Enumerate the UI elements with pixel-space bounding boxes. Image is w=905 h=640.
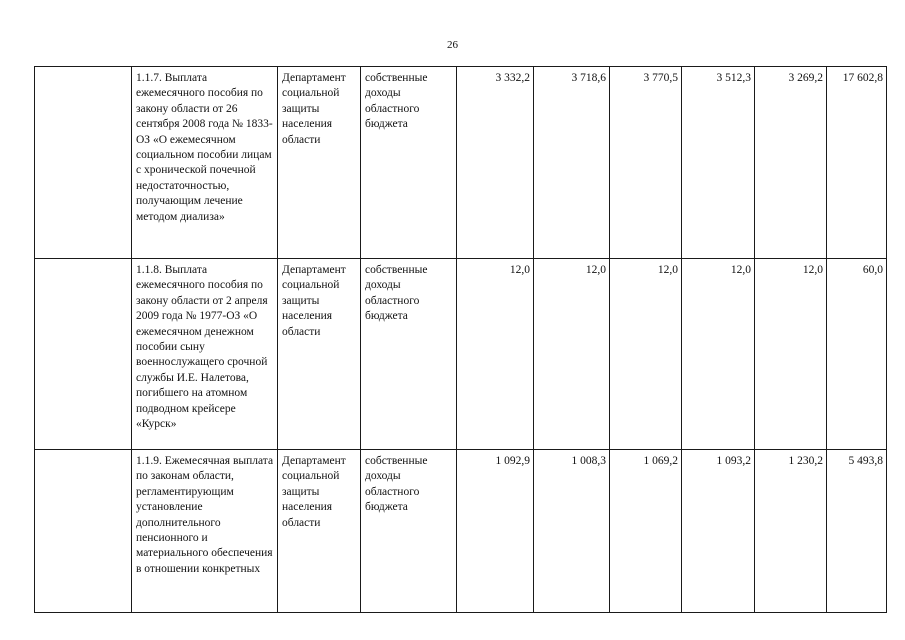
amount-cell: 1 069,2	[610, 450, 682, 613]
lead-cell	[35, 450, 132, 613]
lead-cell	[35, 259, 132, 450]
lead-cell	[35, 67, 132, 259]
amount-cell: 3 718,6	[534, 67, 610, 259]
amount-cell: 12,0	[534, 259, 610, 450]
funding-source-cell: собственные доходы областного бюджета	[361, 67, 457, 259]
amount-cell: 1 092,9	[457, 450, 534, 613]
amount-cell: 3 269,2	[755, 67, 827, 259]
total-cell: 5 493,8	[827, 450, 887, 613]
department-cell: Департамент социальной защиты населения области	[278, 67, 361, 259]
department-cell: Департамент социальной защиты населения области	[278, 450, 361, 613]
description-cell: 1.1.7. Выплата ежемесячного пособия по закону области от 26 сентября 2008 года № 1833-ОЗ «О ежемесячном социальном пособии лицам с хронической почечной недостаточностью, получающим лечение методом диализа»	[132, 67, 278, 259]
table-row	[35, 259, 887, 450]
department-cell: Департамент социальной защиты населения области	[278, 259, 361, 450]
amount-cell: 3 512,3	[682, 67, 755, 259]
amount-cell: 1 230,2	[755, 450, 827, 613]
funding-source-cell: собственные доходы областного бюджета	[361, 259, 457, 450]
amount-cell: 12,0	[610, 259, 682, 450]
amount-cell: 1 093,2	[682, 450, 755, 613]
description-cell: 1.1.8. Выплата ежемесячного пособия по закону области от 2 апреля 2009 года № 1977-ОЗ «О ежемесячном денежном пособии сыну военнослужащего срочной службы И.Е. Налетова, погибшего на атомном подводном крейсере «Курск»	[132, 259, 278, 450]
funding-source-cell: собственные доходы областного бюджета	[361, 450, 457, 613]
total-cell: 60,0	[827, 259, 887, 450]
amount-cell: 3 770,5	[610, 67, 682, 259]
table-row	[35, 67, 887, 259]
description-cell: 1.1.9. Ежемесячная выплата по законам области, регламентирующим установление дополнительного пенсионного и материального обеспечения в отношении конкретных	[132, 450, 278, 613]
amount-cell: 1 008,3	[534, 450, 610, 613]
amount-cell: 12,0	[457, 259, 534, 450]
page-number: 26	[447, 39, 458, 51]
budget-table	[34, 66, 887, 613]
table-row	[35, 450, 887, 613]
total-cell: 17 602,8	[827, 67, 887, 259]
amount-cell: 3 332,2	[457, 67, 534, 259]
amount-cell: 12,0	[682, 259, 755, 450]
amount-cell: 12,0	[755, 259, 827, 450]
